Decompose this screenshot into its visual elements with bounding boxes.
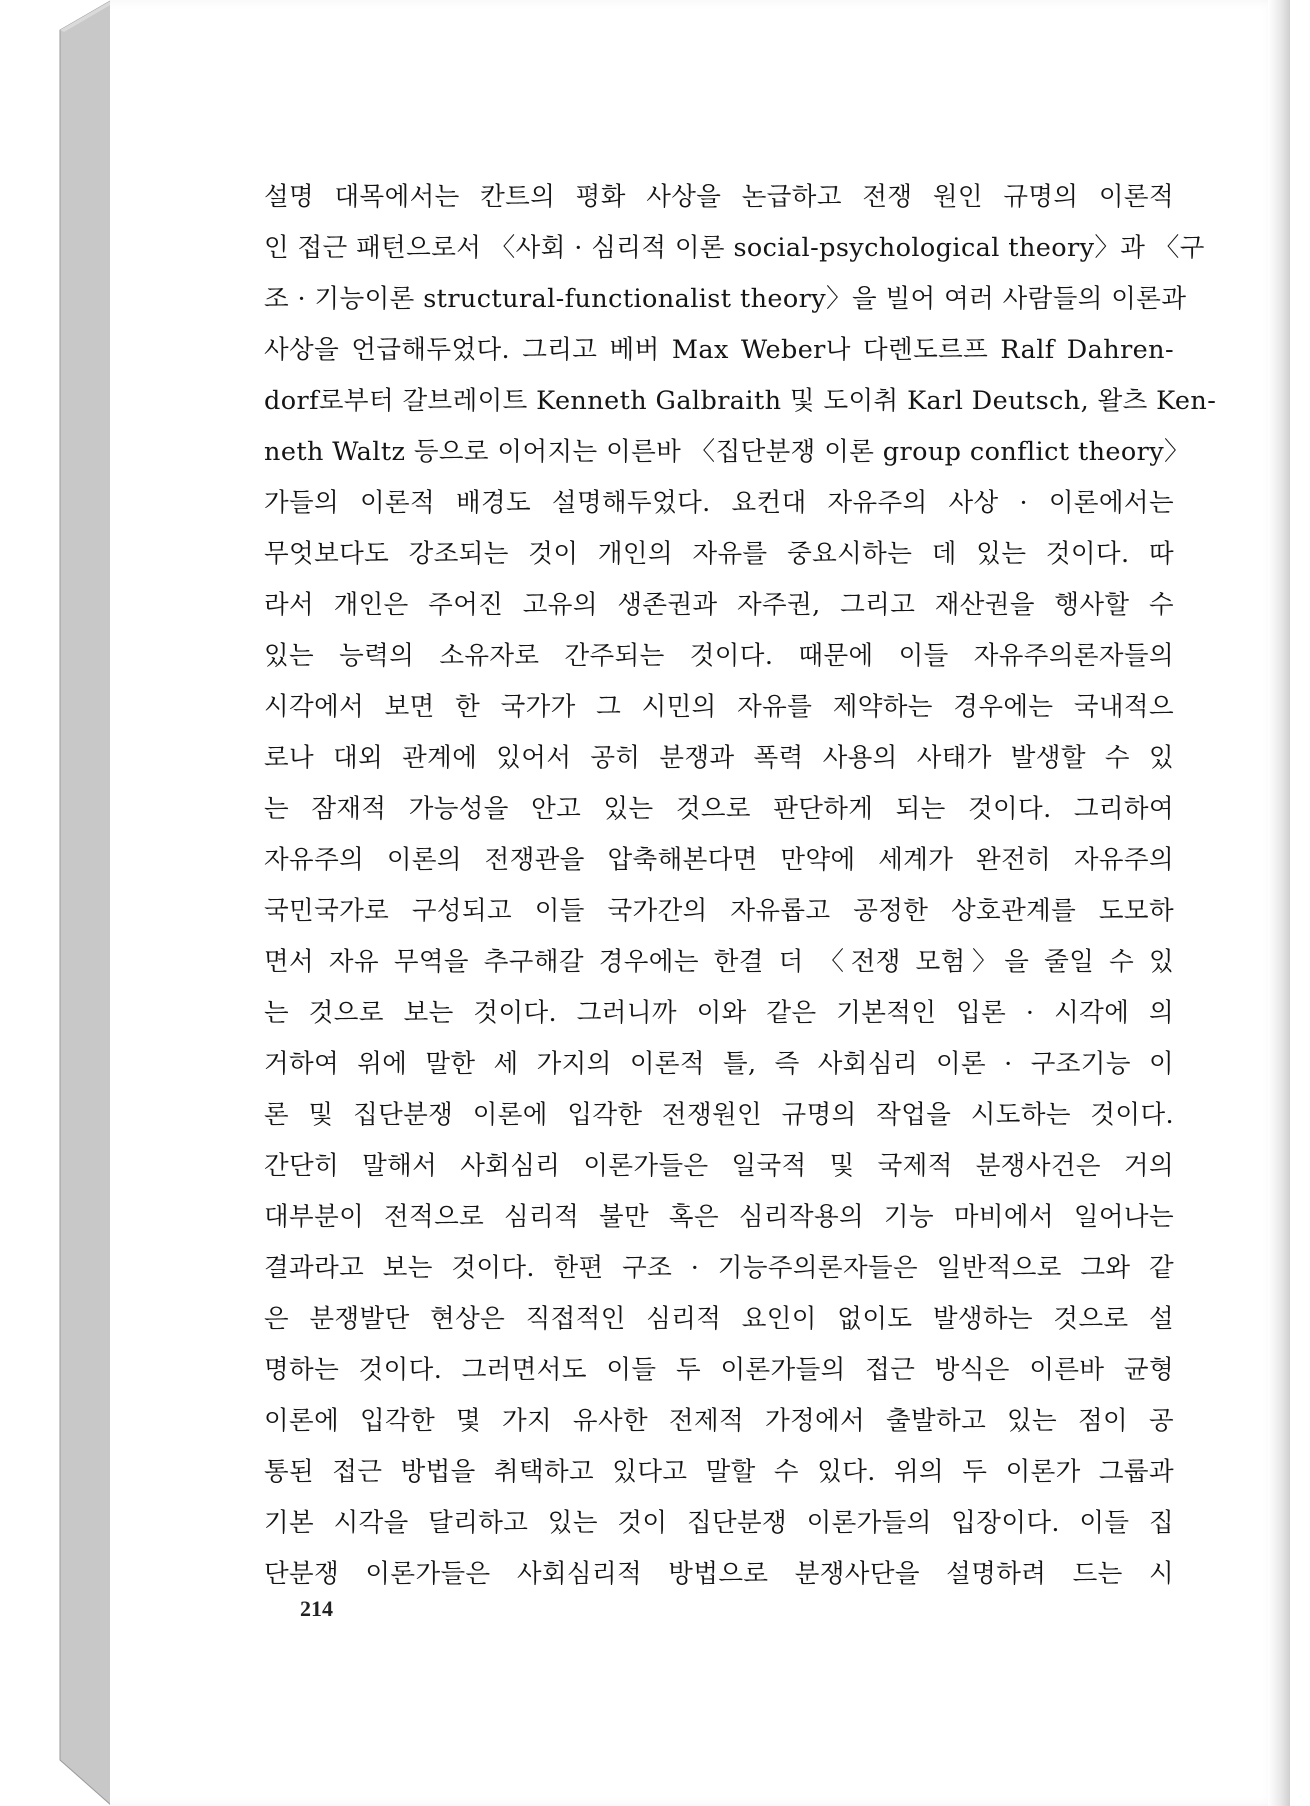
- text-line: 기본 시각을 달리하고 있는 것이 집단분쟁 이론가들의 입장이다. 이들 집: [264, 1508, 1174, 1538]
- text-line: 는 잠재적 가능성을 안고 있는 것으로 판단하게 되는 것이다. 그리하여: [264, 794, 1174, 824]
- text-line: 은 분쟁발단 현상은 직접적인 심리적 요인이 없이도 발생하는 것으로 설: [264, 1304, 1174, 1334]
- text-line: 라서 개인은 주어진 고유의 생존권과 자주권, 그리고 재산권을 행사할 수: [264, 590, 1174, 620]
- text-line: 는 것으로 보는 것이다. 그러니까 이와 같은 기본적인 입론 · 시각에 의: [264, 998, 1174, 1028]
- text-line: 자유주의 이론의 전쟁관을 압축해본다면 만약에 세계가 완전히 자유주의: [264, 845, 1174, 875]
- text-line: 조 · 기능이론 structural-functionalist theory〉을 빌어 여러 사람들의 이론과: [264, 284, 1187, 314]
- text-line: 있는 능력의 소유자로 간주되는 것이다. 때문에 이들 자유주의론자들의: [264, 641, 1174, 671]
- text-line: 거하여 위에 말한 세 가지의 이론적 틀, 즉 사회심리 이론 · 구조기능 이: [264, 1049, 1174, 1079]
- text-line: dorf로부터 갈브레이트 Kenneth Galbraith 및 도이취 Karl Deutsch, 왈츠 Ken-: [264, 386, 1217, 416]
- text-line: 가들의 이론적 배경도 설명해두었다. 요컨대 자유주의 사상 · 이론에서는: [264, 488, 1174, 518]
- text-line: 통된 접근 방법을 취택하고 있다고 말할 수 있다. 위의 두 이론가 그룹과: [264, 1457, 1174, 1487]
- text-line: 명하는 것이다. 그러면서도 이들 두 이론가들의 접근 방식은 이른바 균형: [264, 1355, 1174, 1385]
- text-line: 시각에서 보면 한 국가가 그 시민의 자유를 제약하는 경우에는 국내적으: [264, 692, 1174, 722]
- text-line: 로나 대외 관계에 있어서 공히 분쟁과 폭력 사용의 사태가 발생할 수 있: [264, 743, 1174, 773]
- text-line: 인 접근 패턴으로서 〈사회 · 심리적 이론 social-psychological theory〉과 〈구: [264, 233, 1205, 263]
- text-line: 결과라고 보는 것이다. 한편 구조 · 기능주의론자들은 일반적으로 그와 같: [264, 1253, 1174, 1283]
- text-line: 간단히 말해서 사회심리 이론가들은 일국적 및 국제적 분쟁사건은 거의: [264, 1151, 1174, 1181]
- page-edge: [1268, 0, 1290, 1806]
- page-number: 214: [300, 1596, 333, 1621]
- text-line: 대부분이 전적으로 심리적 불만 혹은 심리작용의 기능 마비에서 일어나는: [264, 1202, 1174, 1232]
- text-line: 사상을 언급해두었다. 그리고 베버 Max Weber나 다렌도르프 Ralf Dahren-: [264, 335, 1174, 365]
- body-text: [264, 172, 1217, 1600]
- text-line: 무엇보다도 강조되는 것이 개인의 자유를 중요시하는 데 있는 것이다. 따: [264, 539, 1174, 569]
- text-line: 면서 자유 무역을 추구해갈 경우에는 한결 더 〈전쟁 모험〉을 줄일 수 있: [264, 947, 1174, 977]
- text-line: 설명 대목에서는 칸트의 평화 사상을 논급하고 전쟁 원인 규명의 이론적: [264, 182, 1174, 212]
- text-line: 론 및 집단분쟁 이론에 입각한 전쟁원인 규명의 작업을 시도하는 것이다.: [264, 1100, 1174, 1130]
- text-line: 이론에 입각한 몇 가지 유사한 전제적 가정에서 출발하고 있는 점이 공: [264, 1406, 1174, 1436]
- text-line: neth Waltz 등으로 이어지는 이른바 〈집단분쟁 이론 group conflict theory〉: [264, 437, 1190, 467]
- text-line: 국민국가로 구성되고 이들 국가간의 자유롭고 공정한 상호관계를 도모하: [264, 896, 1174, 926]
- text-line: 단분쟁 이론가들은 사회심리적 방법으로 분쟁사단을 설명하려 드는 시: [264, 1559, 1174, 1589]
